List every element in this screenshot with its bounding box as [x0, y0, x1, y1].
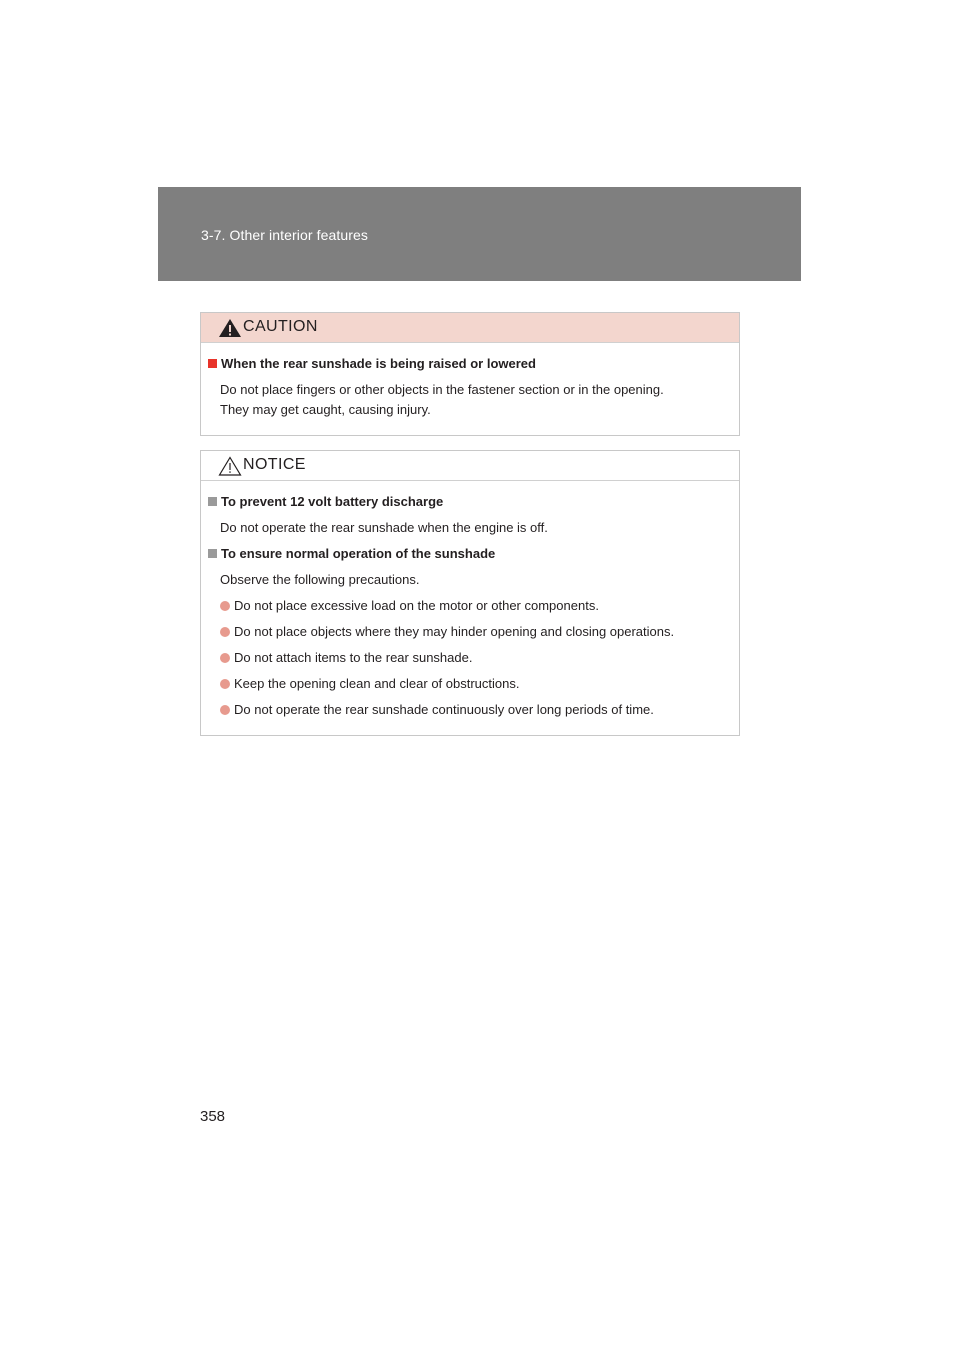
notice-item-text: Do not operate the rear sunshade when the engine is off.	[220, 520, 548, 535]
list-item: Keep the opening clean and clear of obstructions.	[220, 676, 519, 691]
notice-label: NOTICE	[243, 456, 306, 473]
caution-label: CAUTION	[243, 318, 318, 335]
section-header-band	[158, 187, 801, 281]
caution-box	[200, 312, 740, 436]
round-bullet-icon	[220, 627, 230, 637]
caution-item-title: When the rear sunshade is being raised or lowered	[208, 356, 536, 371]
caution-text-line: They may get caught, causing injury.	[220, 402, 431, 417]
list-item: Do not operate the rear sunshade continuously over long periods of time.	[220, 702, 654, 717]
caution-text-line: Do not place fingers or other objects in the fastener section or in the opening.	[220, 382, 664, 397]
warning-triangle-icon	[218, 318, 242, 338]
notice-box	[200, 450, 740, 736]
list-item: Do not place excessive load on the motor or other components.	[220, 598, 599, 613]
notice-header	[201, 451, 739, 481]
round-bullet-icon	[220, 679, 230, 689]
section-title: 3-7. Other interior features	[201, 227, 368, 243]
round-bullet-icon	[220, 601, 230, 611]
square-bullet-icon	[208, 497, 217, 506]
caution-header	[201, 313, 739, 343]
notice-item-text: Observe the following precautions.	[220, 572, 420, 587]
square-bullet-icon	[208, 549, 217, 558]
notice-item-title: To prevent 12 volt battery discharge	[208, 494, 443, 509]
list-item: Do not place objects where they may hinder opening and closing operations.	[220, 624, 674, 639]
round-bullet-icon	[220, 705, 230, 715]
notice-item-title: To ensure normal operation of the sunshade	[208, 546, 495, 561]
page-number: 358	[200, 1108, 226, 1125]
warning-triangle-outline-icon	[218, 456, 242, 476]
square-bullet-icon	[208, 359, 217, 368]
round-bullet-icon	[220, 653, 230, 663]
list-item: Do not attach items to the rear sunshade.	[220, 650, 472, 665]
